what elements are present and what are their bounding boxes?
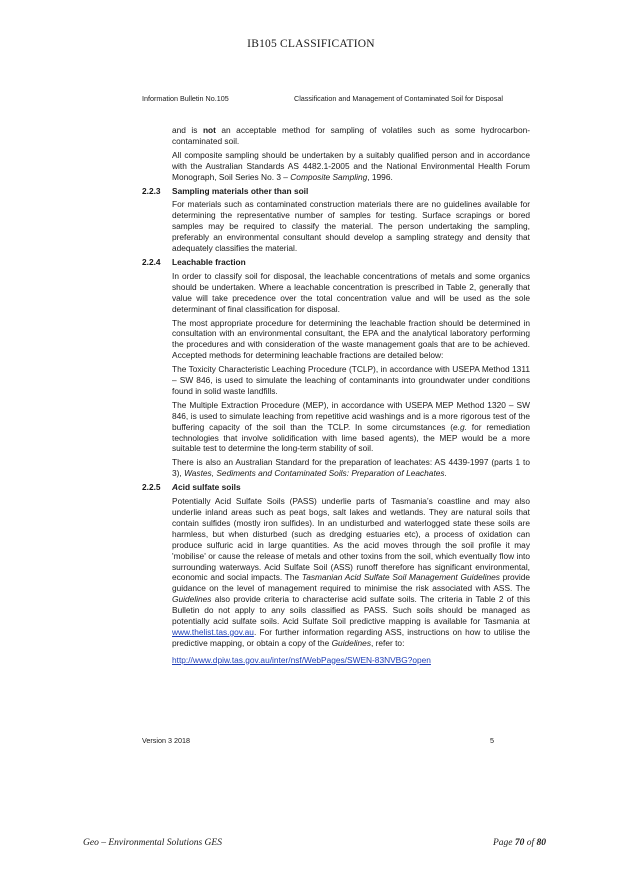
dpiw-link[interactable]: http://www.dpiw.tas.gov.au/inter/nsf/WebPages/SWEN-83NVBG?open <box>172 654 431 665</box>
total-pages: 80 <box>536 838 546 848</box>
text-run: for remediation technologies that involve solidification with lime based agents), the MEP would be a more suitable test to determine the long-term stability of soil. <box>172 421 530 454</box>
section-number: 2.2.4 <box>142 256 161 267</box>
text-run: of <box>524 838 537 848</box>
text-run: Potentially Acid Sulfate Soils (PASS) underlie parts of Tasmania’s coastline and may also underlie inland areas such as peat bogs, salt lakes and wetlands. They are natural soils that contain sulfides (mostly iron sulfides). In an undisturbed and waterlogged state these soils are harmless, but when disturbed (such as dredging estuaries etc), a process of oxidation can produce sulfuric acid in large quantities. As the acid moves through the soil profile it may 'mobilise' or cause the release of metals and other toxins from the soil, which eventually flow into surrounding waterways. Acid Sulfate Soil (ASS) runoff therefore has significant environmental, economic and social impacts. The <box>172 496 530 583</box>
page-indicator <box>493 838 546 848</box>
text-run-italic: e.g. <box>453 421 467 432</box>
text-run: an acceptable method for sampling of volatiles such as some hydrocarbon-contaminated soil. <box>172 125 531 146</box>
bulletin-number: Information Bulletin No.105 <box>142 94 229 103</box>
bulletin-title: Classification and Management of Contaminated Soil for Disposal <box>294 94 503 103</box>
citation-title: Wastes, Sediments and Contaminated Soils: Preparation of Leachates. <box>184 468 447 479</box>
citation-title: Guidelines <box>331 637 371 648</box>
version-label: Version 3 2018 <box>142 736 190 745</box>
intro-paragraph-1 <box>172 125 530 147</box>
text-run: and is <box>172 125 203 135</box>
section-number: 2.2.5 <box>142 482 161 493</box>
thelist-link[interactable]: www.thelist.tas.gov.au <box>172 626 254 637</box>
tclp-paragraph: The Toxicity Characteristic Leaching Procedure (TCLP), in accordance with USEPA Method 1311 – SW 846, is used to simulate the leaching of contaminants into groundwater under conditions found in solid waste landfills. <box>172 364 530 396</box>
section-heading-2-2-3 <box>142 186 530 197</box>
text-run: cid sulfate soils <box>178 482 241 493</box>
document-body <box>142 125 530 666</box>
publisher-name: Geo – Environmental Solutions GES <box>83 838 222 848</box>
text-run: All composite sampling should be undertaken by a suitably qualified person and in accordance with the Australian Standards AS 4482.1-2005 and the National Environmental Health Forum Monograph, Soil Series No. 3 – <box>172 149 530 182</box>
citation-title: Guidelines <box>172 594 212 605</box>
bulletin-page-number: 5 <box>490 736 494 745</box>
text-run: Page <box>492 838 515 848</box>
text-run: . For further information regarding ASS, instructions on how to utilise the predictive mapping, or obtain a copy of the <box>172 626 530 648</box>
text-run: also provide criteria to characterise acid sulfate soils. The criteria in Table 2 of this Bulletin do not apply to any soils classified as PASS. Such soils should be managed as potentially acid sulfate soils. Acid Sulfate Soil predictive mapping is available for Tasmania at <box>172 594 530 627</box>
section-heading-2-2-4 <box>142 257 530 268</box>
page-title: IB105 CLASSIFICATION <box>247 38 375 50</box>
text-run: There is also an Australian Standard for the preparation of leachates: AS 4439-1997 (parts 1 to 3), <box>172 457 530 479</box>
mep-paragraph <box>172 400 530 455</box>
dpiw-link-line <box>172 655 530 666</box>
section-2-2-3-paragraph: For materials such as contaminated construction materials there are no guidelines available for determining the representative number of samples for testing. Surface scrapings or bored samples may be required to classify the material. The person undertaking the sampling, preferably an environmental consultant should develop a sampling strategy and density that adequately classifies the material. <box>172 199 530 254</box>
text-run: , 1996. <box>367 171 393 182</box>
text-run: , refer to: <box>371 637 405 648</box>
citation-title: Composite Sampling <box>290 171 368 182</box>
section-title: Leachable fraction <box>172 256 246 267</box>
section-title: Sampling materials other than soil <box>172 185 309 196</box>
text-run: The Multiple Extraction Procedure (MEP), in accordance with USEPA MEP Method 1320 – SW 846, is used to simulate leaching from repetitive acid washings and is a more rigorous test of the buffering capacity of the soil than the TCLP. In some circumstances ( <box>172 399 530 432</box>
standard-paragraph <box>172 457 530 479</box>
citation-title: Tasmanian Acid Sulfate Soil Management Guidelines <box>301 572 500 583</box>
text-run: provide guidance on the level of management required to minimise the risk associated with ASS. The <box>172 572 530 594</box>
section-title <box>172 482 241 493</box>
section-2-2-4-paragraph-1: In order to classify soil for disposal, the leachable concentrations of metals and some organics should be undertaken. Where a leachable concentration is prescribed in Table 2, generally that value will take precedence over the total concentration value and will be used as the sole determinant of final classification for disposal. <box>172 270 530 314</box>
section-number: 2.2.3 <box>142 185 161 196</box>
section-heading-2-2-5 <box>142 482 530 493</box>
text-run-italic: A <box>172 482 179 493</box>
acid-sulfate-paragraph <box>172 496 530 649</box>
section-2-2-4-paragraph-2: The most appropriate procedure for determining the leachable fraction should be determined in consultation with an environmental consultant, the EPA and the analytical laboratory performing the procedures and with consideration of the waste management goals that are to be achieved. Accepted methods for determining leachable fractions are detailed below: <box>172 317 530 361</box>
emphasis-not: not <box>202 125 216 135</box>
intro-paragraph-2 <box>172 150 530 183</box>
current-page: 70 <box>514 838 525 848</box>
